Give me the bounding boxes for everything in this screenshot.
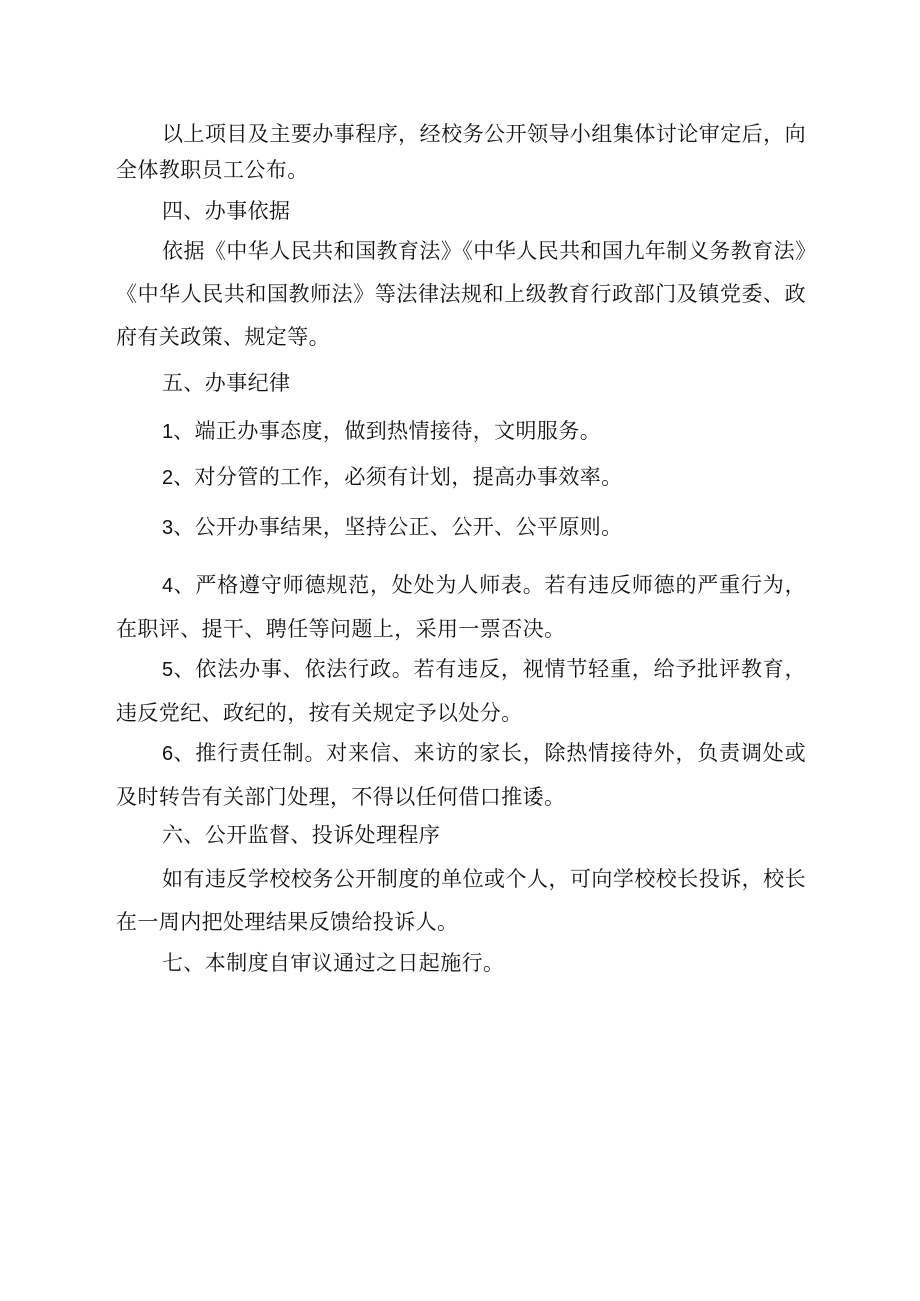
item-text: 、推行责任制。对来信、来访的家长，除热情接待外，负责调处或及时转告有关部门处理，不得以任何借口推诿。 [116, 741, 806, 809]
discipline-item-2 [116, 456, 806, 500]
paragraph-legal-basis [116, 230, 806, 359]
item-text: 、公开办事结果，坚持公正、公开、公平原则。 [173, 515, 623, 539]
section-heading-effective [116, 942, 806, 985]
section-heading-supervision [116, 814, 806, 857]
item-text: 、依法办事、依法行政。若有违反，视情节轻重，给予批评教育，违反党纪、政纪的，按有关规定予以处分。 [116, 657, 806, 725]
item-number: 5 [162, 659, 174, 681]
item-number: 3 [162, 517, 174, 539]
paragraph-text: 依据《中华人民共和国教育法》《中华人民共和国九年制义务教育法》《中华人民共和国教师法》等法律法规和上级教育行政部门及镇党委、政府有关政策、规定等。 [116, 239, 806, 349]
discipline-item-4 [116, 564, 806, 651]
item-text: 、端正办事态度，做到热情接待，文明服务。 [173, 419, 602, 443]
discipline-item-6 [116, 732, 806, 819]
item-number: 6 [162, 743, 174, 765]
section-heading-text: 七、本制度自审议通过之日起施行。 [162, 951, 505, 975]
discipline-item-3 [116, 506, 806, 550]
section-heading-discipline [116, 362, 806, 405]
item-text: 、对分管的工作，必须有计划，提高办事效率。 [173, 465, 623, 489]
item-number: 2 [162, 467, 174, 489]
item-number: 1 [162, 421, 174, 443]
item-text: 、严格遵守师德规范，处处为人师表。若有违反师德的严重行为，在职评、提干、聘任等问题上，采用一票否决。 [116, 573, 806, 641]
paragraph-procedure-publication [116, 116, 806, 188]
discipline-item-5 [116, 648, 806, 735]
section-heading-text: 六、公开监督、投诉处理程序 [162, 823, 441, 847]
item-number: 4 [162, 575, 174, 597]
paragraph-text: 以上项目及主要办事程序，经校务公开领导小组集体讨论审定后，向全体教职员工公布。 [116, 122, 806, 182]
discipline-item-1 [116, 410, 806, 454]
section-heading-text: 四、办事依据 [162, 199, 291, 223]
section-heading-text: 五、办事纪律 [162, 371, 291, 395]
paragraph-text: 如有违反学校校务公开制度的单位或个人，可向学校校长投诉，校长在一周内把处理结果反馈给投诉人。 [116, 867, 806, 934]
paragraph-complaint-procedure [116, 858, 806, 944]
section-heading-basis [116, 190, 806, 233]
